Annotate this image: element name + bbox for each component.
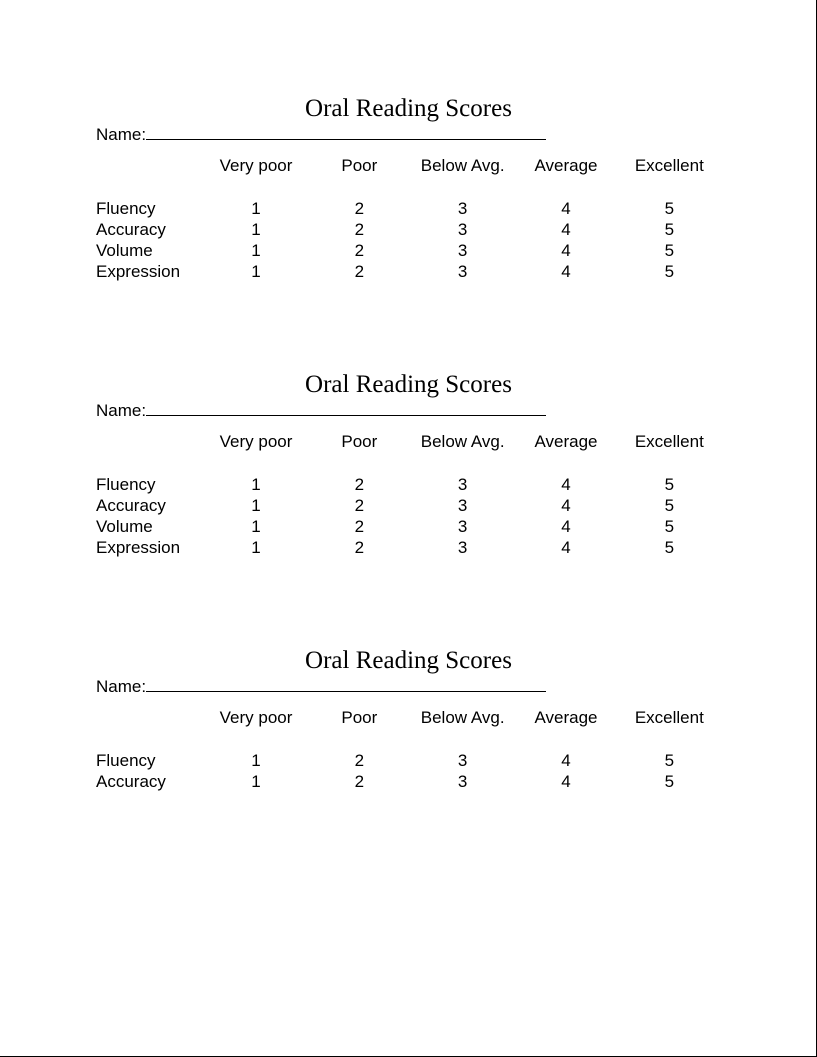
score-option[interactable]: 2 [354,220,365,239]
score-option[interactable]: 1 [251,517,261,536]
score-option[interactable]: 1 [251,538,261,557]
table-row [96,516,721,537]
column-header-blank [96,431,204,474]
score-option[interactable]: 4 [561,220,571,239]
score-option[interactable]: 5 [664,517,675,536]
score-option[interactable]: 4 [561,496,571,515]
name-field-row [96,677,721,697]
score-option[interactable]: 4 [561,241,571,260]
name-label: Name: [96,677,147,696]
row-label-expression: Expression [96,538,181,557]
table-row [96,240,721,261]
name-input-rule[interactable] [146,126,546,140]
score-option[interactable]: 1 [251,241,261,260]
score-table [96,707,721,792]
score-option[interactable]: 4 [561,475,571,494]
form-title: Oral Reading Scores [305,371,512,398]
score-option[interactable]: 4 [561,538,571,557]
column-header-poor: Poor [341,708,378,727]
form-title: Oral Reading Scores [305,95,512,122]
score-option[interactable]: 5 [664,241,675,260]
row-label-fluency: Fluency [96,199,156,218]
top-spacer [96,0,721,94]
table-row [96,771,721,792]
name-field-row [96,401,721,421]
column-header-excellent: Excellent [634,708,704,727]
table-row [96,261,721,282]
score-option[interactable]: 3 [457,772,468,791]
column-header-average: Average [534,432,598,451]
score-option[interactable]: 5 [664,199,675,218]
score-option[interactable]: 4 [561,772,571,791]
score-option[interactable]: 2 [354,199,365,218]
column-header-very-poor: Very poor [219,432,293,451]
row-label-fluency: Fluency [96,475,156,494]
score-option[interactable]: 3 [457,517,468,536]
oral-reading-scores-form-2 [96,370,721,558]
score-option[interactable]: 3 [457,496,468,515]
row-label-volume: Volume [96,517,153,536]
score-option[interactable]: 5 [664,538,675,557]
column-header-very-poor: Very poor [219,156,293,175]
table-row [96,495,721,516]
column-header-poor: Poor [341,156,378,175]
score-option[interactable]: 3 [457,199,468,218]
score-option[interactable]: 2 [354,772,365,791]
name-label: Name: [96,401,147,420]
table-row [96,219,721,240]
column-header-poor: Poor [341,432,378,451]
name-input-rule[interactable] [146,402,546,416]
document-content [96,0,721,792]
column-header-average: Average [534,708,598,727]
table-header-row [96,707,721,750]
score-option[interactable]: 1 [251,772,261,791]
score-option[interactable]: 4 [561,517,571,536]
row-label-expression: Expression [96,262,181,281]
score-option[interactable]: 2 [354,496,365,515]
score-option[interactable]: 4 [561,751,571,770]
score-option[interactable]: 3 [457,538,468,557]
column-header-average: Average [534,156,598,175]
column-header-blank [96,155,204,198]
table-row [96,198,721,219]
score-option[interactable]: 2 [354,475,365,494]
score-option[interactable]: 1 [251,475,261,494]
score-option[interactable]: 4 [561,199,571,218]
oral-reading-scores-form-3 [96,646,721,792]
column-header-below-avg: Below Avg. [420,156,505,175]
row-label-accuracy: Accuracy [96,772,166,791]
column-header-very-poor: Very poor [219,708,293,727]
score-option[interactable]: 2 [354,241,365,260]
score-option[interactable]: 1 [251,496,261,515]
score-option[interactable]: 2 [354,517,365,536]
column-header-blank [96,707,204,750]
row-label-volume: Volume [96,241,153,260]
column-header-excellent: Excellent [634,156,704,175]
score-option[interactable]: 3 [457,751,468,770]
row-label-accuracy: Accuracy [96,496,166,515]
form-title: Oral Reading Scores [305,647,512,674]
form-spacer-2 [96,558,721,646]
table-header-row [96,155,721,198]
row-label-accuracy: Accuracy [96,220,166,239]
score-option[interactable]: 1 [251,262,261,281]
score-option[interactable]: 3 [457,262,468,281]
table-header-row [96,431,721,474]
score-option[interactable]: 3 [457,220,468,239]
score-option[interactable]: 5 [664,262,675,281]
score-option[interactable]: 2 [354,751,365,770]
table-row [96,537,721,558]
row-label-fluency: Fluency [96,751,156,770]
score-option[interactable]: 1 [251,199,261,218]
score-option[interactable]: 2 [354,262,365,281]
column-header-below-avg: Below Avg. [420,432,505,451]
column-header-excellent: Excellent [634,432,704,451]
score-option[interactable]: 1 [251,751,261,770]
score-table [96,155,721,282]
score-table [96,431,721,558]
score-option[interactable]: 5 [664,475,675,494]
name-input-rule[interactable] [146,678,546,692]
table-row [96,750,721,771]
table-row [96,474,721,495]
score-option[interactable]: 3 [457,241,468,260]
score-option[interactable]: 4 [561,262,571,281]
score-option[interactable]: 1 [251,220,261,239]
name-label: Name: [96,125,147,144]
score-option[interactable]: 5 [664,220,675,239]
form-spacer-1 [96,282,721,370]
score-option[interactable]: 5 [664,496,675,515]
score-option[interactable]: 5 [664,772,675,791]
oral-reading-scores-form-1 [96,94,721,282]
column-header-below-avg: Below Avg. [420,708,505,727]
score-option[interactable]: 2 [354,538,365,557]
score-option[interactable]: 5 [664,751,675,770]
name-field-row [96,125,721,145]
score-option[interactable]: 3 [457,475,468,494]
